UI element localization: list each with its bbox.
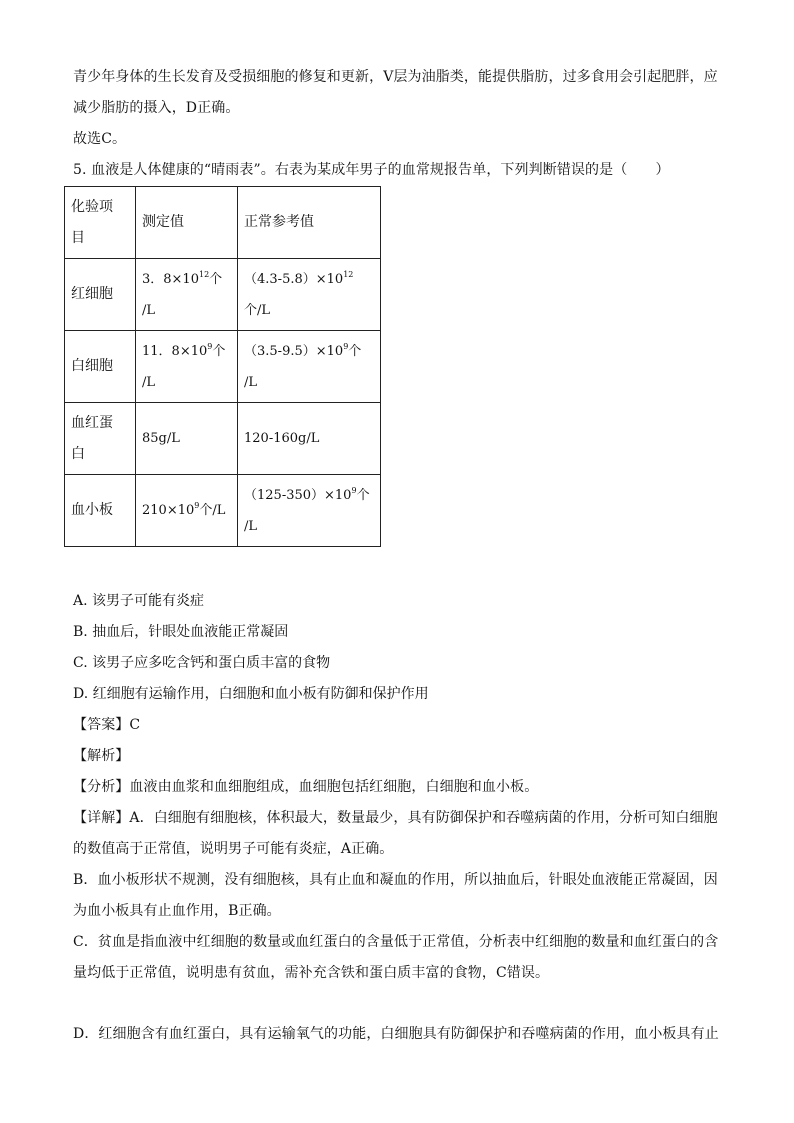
cell-value: 11．$8\times 10^9$个 /L <box>136 331 238 403</box>
blood-test-table <box>64 186 381 547</box>
analysis-title: 【解析】 <box>73 748 130 764</box>
continuation-line-1: 青少年身体的生长发育及受损细胞的修复和更新，V层为油脂类，能提供脂肪，过多食用会引起肥胖，应 <box>73 69 718 85</box>
answer-label: 【答案】 <box>73 717 130 733</box>
cell-reference: $(4.3-5.8)\times 10^{12}$ 个/L <box>238 259 381 331</box>
analysis-detail-a-1: 【详解】A．白细胞有细胞核，体积最大，数量最少，具有防御保护和吞噬病菌的作用，分析可知白细胞 <box>73 810 718 826</box>
question-stem: 5. 血液是人体健康的“晴雨表”。右表为某成年男子的血常规报告单，下列判断错误的是（ ） <box>73 162 670 178</box>
header-item: 化验项 目 <box>65 187 136 259</box>
cell-reference: $(3.5-9.5)\times 10^9$个 /L <box>238 331 381 403</box>
continuation-line-3: 故选C。 <box>73 131 127 147</box>
analysis-detail-c-2: 量均低于正常值，说明患有贫血，需补充含铁和蛋白质丰富的食物，C错误。 <box>73 965 550 981</box>
table-row <box>65 475 381 547</box>
analysis-fenxi: 【分析】血液由血浆和血细胞组成，血细胞包括红细胞，白细胞和血小板。 <box>73 779 539 795</box>
header-reference: 正常参考值 <box>238 187 381 259</box>
analysis-detail-b-1: B．血小板形状不规测，没有细胞核，具有止血和凝血的作用，所以抽血后，针眼处血液能正常凝固，因 <box>73 872 718 888</box>
cell-item: 红细胞 <box>65 259 136 331</box>
answer-value: C <box>129 717 141 733</box>
cell-reference: $(125-350)\times 10^9$个 /L <box>238 475 381 547</box>
table-row <box>65 403 381 475</box>
analysis-detail-a-2: 的数值高于正常值，说明男子可能有炎症，A正确。 <box>73 841 394 857</box>
cell-value: $210\times 10^9$个/L <box>136 475 238 547</box>
option-a: A. 该男子可能有炎症 <box>73 593 205 609</box>
analysis-detail-c-1: C．贫血是指血液中红细胞的数量或血红蛋白的含量低于正常值，分析表中红细胞的数量和血红蛋白的含 <box>73 934 719 950</box>
option-d: D. 红细胞有运输作用，白细胞和血小板有防御和保护作用 <box>73 686 429 702</box>
table-row <box>65 331 381 403</box>
cell-value: 3．$8\times 10^{12}$个 /L <box>136 259 238 331</box>
cell-reference: 120-160g/L <box>238 403 381 475</box>
option-b: B. 抽血后，针眼处血液能正常凝固 <box>73 624 289 640</box>
header-measured: 测定值 <box>136 187 238 259</box>
analysis-detail-d-1: D．红细胞含有血红蛋白，具有运输氧气的功能，白细胞具有防御保护和吞噬病菌的作用，血小板具有止 <box>73 1026 719 1042</box>
cell-value: 85g/L <box>136 403 238 475</box>
cell-item: 血小板 <box>65 475 136 547</box>
cell-item: 血红蛋 白 <box>65 403 136 475</box>
analysis-detail-b-2: 为血小板具有止血作用，B正确。 <box>73 903 281 919</box>
answer-line <box>73 710 723 741</box>
continuation-line-2: 减少脂肪的摄入，D正确。 <box>73 100 240 116</box>
table-row <box>65 259 381 331</box>
cell-item: 白细胞 <box>65 331 136 403</box>
table-header-row <box>65 187 381 259</box>
option-c: C. 该男子应多吃含钙和蛋白质丰富的食物 <box>73 655 331 671</box>
